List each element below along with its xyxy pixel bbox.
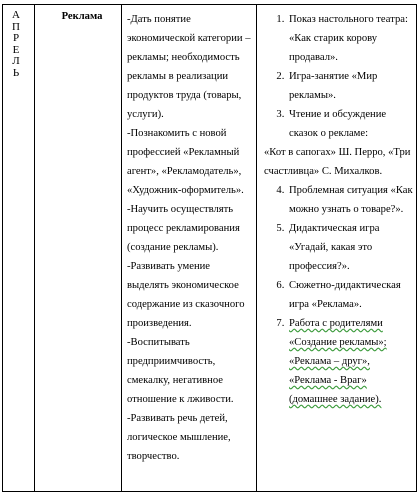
month-letter: А bbox=[12, 9, 20, 21]
event-item: 5. Дидактическая игра «Угадай, какая это профессия?». bbox=[287, 219, 414, 276]
table-border-right bbox=[416, 4, 417, 492]
event-item: 6. Сюжетно-дидактическая игра «Реклама». bbox=[287, 276, 414, 314]
topic-cell: Реклама bbox=[61, 11, 103, 22]
events-cell bbox=[264, 10, 414, 409]
table-border-bottom bbox=[2, 491, 417, 492]
month-letter: Р bbox=[12, 32, 20, 44]
month-cell bbox=[4, 10, 28, 79]
goal-item: -Развивать умение выделять экономическое содержание из сказочного произведения. bbox=[127, 261, 245, 329]
month-letter: Л bbox=[12, 55, 20, 67]
events-list-b bbox=[264, 181, 414, 409]
goal-item: -Научить осуществлять процесс рекламирования (создание рекламы). bbox=[127, 204, 240, 253]
goal-item: -Воспитывать предприимчивость, смекалку, негативное отношение к лживости. bbox=[127, 337, 234, 405]
column-divider-2 bbox=[121, 4, 122, 492]
goal-item: -Познакомить с новой профессией «Рекламный агент», «Рекламодатель», «Художник-оформитель». bbox=[127, 128, 244, 196]
goal-item: -Дать понятие экономической категории – рекламы; необходимость рекламы в реализации продуктов труда (товары, услуги). bbox=[127, 14, 251, 120]
event-item: 1. Показ настольного театра: «Как старик корову продавал». bbox=[287, 10, 414, 67]
table-border-top bbox=[2, 4, 417, 5]
month-letter: Е bbox=[12, 43, 20, 56]
goal-item: -Развивать речь детей, логическое мышление, творчество. bbox=[127, 413, 231, 462]
table-border-left bbox=[2, 4, 3, 492]
event-item: 2. Игра-занятие «Мир рекламы». bbox=[287, 67, 414, 105]
event-item: 3. Чтение и обсуждение сказок о рекламе: bbox=[287, 105, 414, 143]
event-item-parents: 7. Работа с родителями «Создание рекламы»; «Реклама – друг», «Реклама - Враг» (домашнее задание). bbox=[287, 314, 414, 409]
column-divider-3 bbox=[256, 4, 257, 492]
event-item: 4. Проблемная ситуация «Как можно узнать о товаре?». bbox=[287, 181, 414, 219]
month-letter: П bbox=[12, 20, 20, 33]
goals-cell bbox=[127, 10, 252, 466]
month-letter: Ь bbox=[12, 66, 20, 79]
column-divider-1 bbox=[34, 4, 35, 492]
event-note: «Кот в сапогах» Ш. Перро, «Три счастливца» С. Михалков. bbox=[264, 147, 411, 177]
events-list-a bbox=[264, 10, 414, 143]
